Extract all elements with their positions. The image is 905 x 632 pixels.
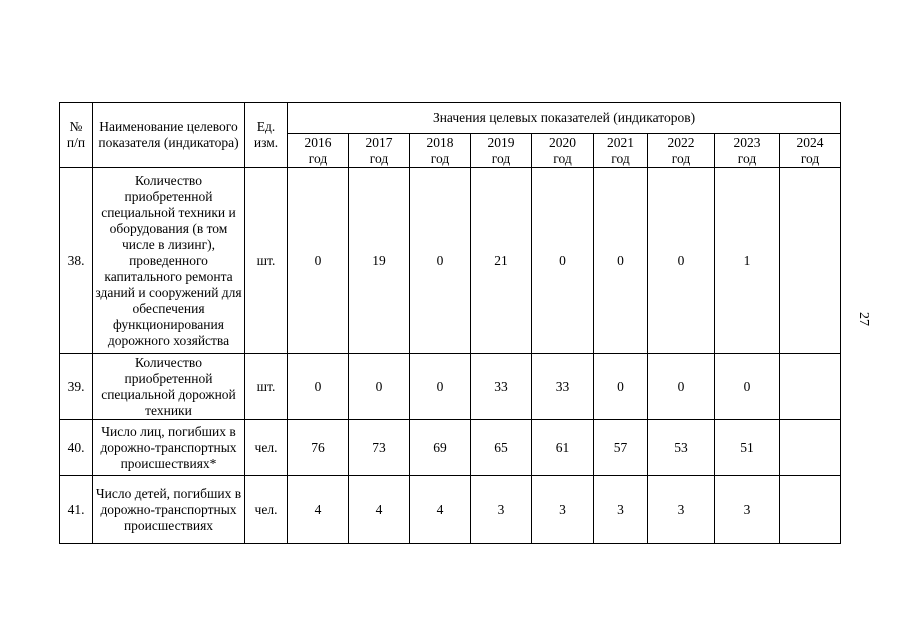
value-cell-2019: 33 (471, 354, 532, 420)
header-num: № п/п (60, 103, 93, 168)
header-year-2019 (471, 134, 532, 168)
value-cell-2018: 4 (410, 476, 471, 544)
value-cell-2020: 61 (532, 420, 594, 476)
header-year-suffix: год (611, 150, 630, 166)
indicators-table (59, 102, 841, 544)
value-cell-2017: 0 (349, 354, 410, 420)
value-cell-2020: 3 (532, 476, 594, 544)
value-cell-2019: 65 (471, 420, 532, 476)
value-cell-2024 (780, 420, 841, 476)
value-cell-2022: 3 (648, 476, 715, 544)
value-cell-2020: 33 (532, 354, 594, 420)
value-cell-2022: 0 (648, 168, 715, 354)
value-cell-2021: 3 (594, 476, 648, 544)
header-year-number: 2023 (733, 134, 761, 150)
header-year-2020 (532, 134, 594, 168)
unit-cell: чел. (245, 420, 288, 476)
row-number: 40. (60, 420, 93, 476)
header-year-number: 2020 (549, 134, 576, 150)
value-cell-2023: 1 (715, 168, 780, 354)
unit-cell: шт. (245, 168, 288, 354)
header-year-number: 2017 (365, 134, 393, 150)
header-year-suffix: год (308, 150, 328, 166)
header-year-2022 (648, 134, 715, 168)
header-unit: Ед. изм. (245, 103, 288, 168)
header-year-2021 (594, 134, 648, 168)
header-year-suffix: год (491, 150, 511, 166)
indicator-name: Количество приобретенной специальной техники и оборудования (в том числе в лизинг), проведенного капитального ремонта зданий и сооружений для обеспечения функционирования дорожного хозяйства (93, 168, 245, 354)
header-row-1 (60, 103, 841, 134)
value-cell-2023: 3 (715, 476, 780, 544)
unit-cell: чел. (245, 476, 288, 544)
value-cell-2021: 0 (594, 168, 648, 354)
row-number: 39. (60, 354, 93, 420)
header-year-2016 (288, 134, 349, 168)
header-year-number: 2016 (304, 134, 332, 150)
header-year-2018 (410, 134, 471, 168)
row-number: 38. (60, 168, 93, 354)
table-row (60, 168, 841, 354)
header-year-suffix: год (430, 150, 450, 166)
header-year-number: 2018 (426, 134, 454, 150)
header-year-suffix: год (369, 150, 389, 166)
value-cell-2024 (780, 168, 841, 354)
header-values-title: Значения целевых показателей (индикаторов) (288, 103, 841, 134)
value-cell-2024 (780, 354, 841, 420)
table-row (60, 476, 841, 544)
value-cell-2016: 0 (288, 168, 349, 354)
value-cell-2016: 0 (288, 354, 349, 420)
header-year-2017 (349, 134, 410, 168)
value-cell-2022: 53 (648, 420, 715, 476)
value-cell-2023: 51 (715, 420, 780, 476)
row-number: 41. (60, 476, 93, 544)
table-row (60, 354, 841, 420)
value-cell-2016: 4 (288, 476, 349, 544)
value-cell-2017: 4 (349, 476, 410, 544)
value-cell-2019: 3 (471, 476, 532, 544)
indicator-name: Число детей, погибших в дорожно-транспортных происшествиях (93, 476, 245, 544)
header-year-number: 2019 (487, 134, 515, 150)
header-year-suffix: год (800, 150, 820, 166)
value-cell-2019: 21 (471, 168, 532, 354)
header-year-number: 2021 (607, 134, 634, 150)
indicator-name: Число лиц, погибших в дорожно-транспортных происшествиях* (93, 420, 245, 476)
value-cell-2018: 69 (410, 420, 471, 476)
header-year-number: 2022 (667, 134, 695, 150)
page-number: 27 (856, 312, 871, 326)
header-name: Наименование целевого показателя (индикатора) (93, 103, 245, 168)
table-body (60, 168, 841, 544)
value-cell-2018: 0 (410, 168, 471, 354)
indicator-name: Количество приобретенной специальной дорожной техники (93, 354, 245, 420)
value-cell-2021: 57 (594, 420, 648, 476)
header-year-number: 2024 (796, 134, 824, 150)
unit-cell: шт. (245, 354, 288, 420)
value-cell-2024 (780, 476, 841, 544)
header-year-2023 (715, 134, 780, 168)
header-year-suffix: год (553, 150, 572, 166)
value-cell-2017: 19 (349, 168, 410, 354)
header-year-suffix: год (737, 150, 757, 166)
value-cell-2023: 0 (715, 354, 780, 420)
value-cell-2020: 0 (532, 168, 594, 354)
value-cell-2018: 0 (410, 354, 471, 420)
value-cell-2016: 76 (288, 420, 349, 476)
value-cell-2022: 0 (648, 354, 715, 420)
header-year-suffix: год (671, 150, 691, 166)
value-cell-2021: 0 (594, 354, 648, 420)
table-row (60, 420, 841, 476)
value-cell-2017: 73 (349, 420, 410, 476)
header-year-2024 (780, 134, 841, 168)
